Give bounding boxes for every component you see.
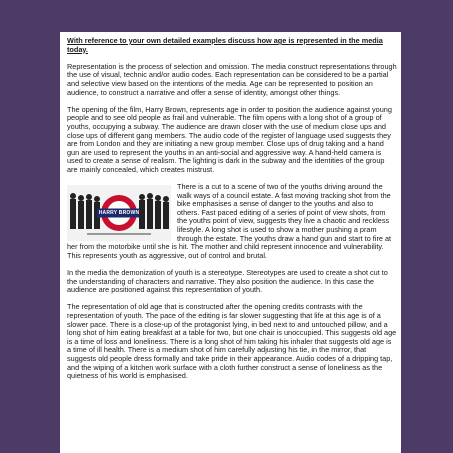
essay-title: With reference to your own detailed examples discuss how age is represented in the media today. [67, 36, 383, 54]
paragraph-3: There is a cut to a scene of two of the youths driving around the walk ways of a council estate. A fast moving tracking shot from the bike emphasises a sense of danger to the youths and also to others. Fast paced editing of a series of point of view shots, from the youths point of view, suggests they live a chaotic and reckless lifestyle. A long shot is used to show a mother pushing a pram through the estate. The youths draw a hand gun and start to fire at her from the motorbike until she is hit. The mother and child represent innocence and vulnerability. This represents youth as aggressive, out of control and brutal. [67, 182, 392, 260]
paragraph-1: Representation is the process of selection and omission. The media construct representations through the use of visual, technic and/or audio codes. Each representation can be considered to be a partial and selective view based on the intentions of the media. Age can be represented to position an audience, to construct a narrative and offer a sense of identity, amongst other things. [67, 61, 397, 97]
image-paragraph-block [67, 183, 397, 260]
paragraph-4: In the media the demonization of youth is a stereotype. Stereotypes are used to create a shot cut to the understanding of characters and narrative. They also position the audience. In this case the audience are positioned against this representation of youth. [67, 268, 388, 295]
poster-logo-text: HARRY BROWN [98, 210, 140, 217]
paragraph-5: The representation of old age that is constructed after the opening credits contrasts with the representation of youth. The pace of the editing is far slower suggesting that life at this age is of a slower pace. There is a close-up of the protagonist lying, in bed next to and untouched pillow, and a long shot of him eating breakfast at a table for two, but one chair is unoccupied. This suggests old age is a time of loss and loneliness. There is a long shot of him taking his inhaler that suggests old age is a time of ill health. There is a medium shot of him carefully adjusting his tie, in the mirror, that suggests old people dress formally and take pride in their appearance. Audio codes of a dripping tap, and the wiping of a kitchen work surface with a cloth further construct a sense of loneliness as the quietness of his world is emphasised. [67, 302, 397, 381]
document-page [60, 32, 401, 453]
film-poster-image [67, 185, 171, 241]
paragraph-2: The opening of the film, Harry Brown, represents age in order to position the audience against young people and to see old people as frail and vulnerable. The film opens with a long shot of a group of youths, occupying a subway. The audience are drawn closer with the use of medium close ups and close ups of different gang members. The audio code of the register of language used suggests they are from London and they are initiating a new group member. Close ups of drug taking and a hand gun are used to represent the youths in an anti-social and aggressive way. A hand-held camera is used to create a sense of realism. The lighting is dark in the subway and the identities of the group are mainly concealed, which creates mistrust. [67, 104, 392, 174]
document-text [67, 37, 397, 389]
